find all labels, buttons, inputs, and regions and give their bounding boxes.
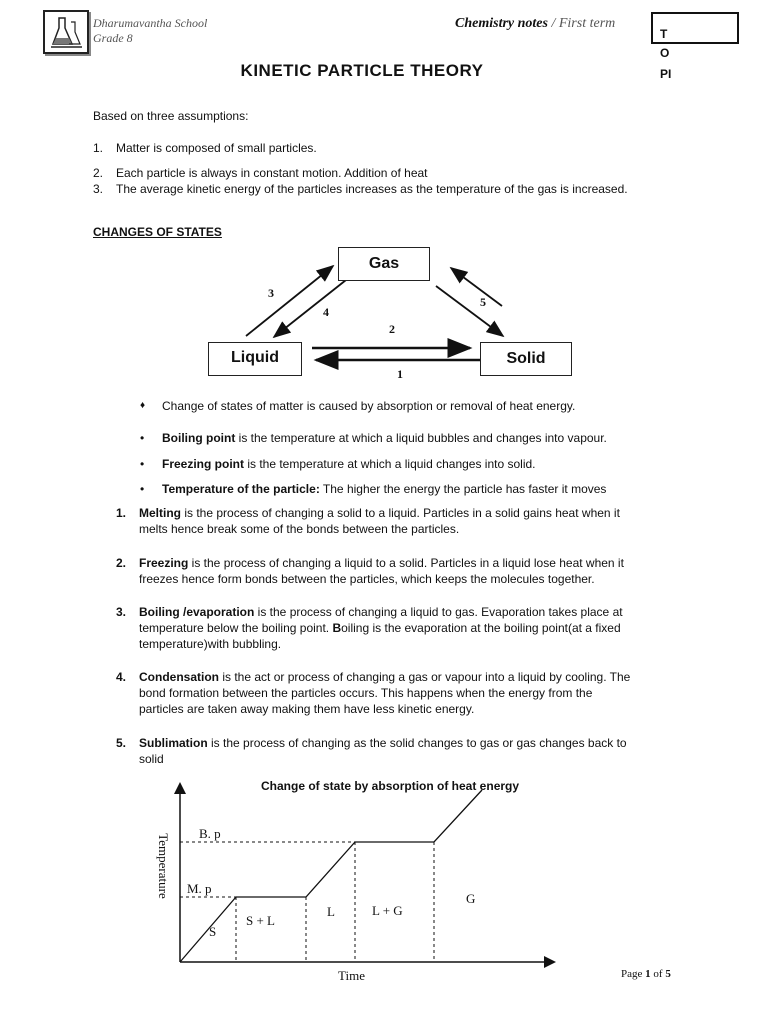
solid-box: Solid bbox=[480, 342, 572, 376]
grade-label: Grade 8 bbox=[93, 31, 133, 45]
region-l-label: L bbox=[327, 904, 335, 919]
definition-condensation: 4. Condensation is the act or process of changing a gas or vapour into a liquid by cooling. The bond formation between the particles occurs. This happens when the energy from the particles are taken away making them have less kinetic energy. bbox=[116, 670, 631, 716]
definition-sublimation: 5. Sublimation is the process of changing as the solid changes to gas or gas changes back to solid bbox=[116, 736, 627, 766]
region-s-label: S bbox=[209, 924, 217, 939]
region-lg-label: L + G bbox=[372, 903, 403, 918]
mp-label: M. p bbox=[187, 881, 212, 896]
arrow-solid-to-gas bbox=[451, 268, 502, 306]
heating-curve-line bbox=[180, 790, 482, 962]
bp-label: B. p bbox=[199, 826, 221, 841]
arrow-label-5: 5 bbox=[480, 295, 486, 309]
page-number: Page 1 of 5 bbox=[621, 968, 671, 980]
assumption-2: 2. Each particle is always in constant motion. Addition of heat bbox=[93, 166, 428, 180]
school-info bbox=[93, 16, 207, 46]
school-logo bbox=[43, 10, 89, 54]
school-name: Dharumavantha School bbox=[93, 16, 208, 30]
arrow-label-2: 2 bbox=[389, 322, 395, 336]
page-title: KINETIC PARTICLE THEORY bbox=[240, 61, 484, 80]
region-sl-label: S + L bbox=[246, 913, 276, 928]
arrow-label-4: 4 bbox=[323, 305, 329, 319]
topic-letter-t: T bbox=[660, 27, 668, 41]
arrow-label-3: 3 bbox=[268, 286, 274, 300]
y-axis-label: Temperature bbox=[156, 833, 171, 899]
liquid-box: Liquid bbox=[208, 342, 302, 376]
separator: / bbox=[551, 16, 556, 31]
definition-melting: 1. Melting is the process of changing a solid to a liquid. Particles in a solid gains heat when it melts hence break some of the bonds between the particles. bbox=[116, 506, 620, 536]
assumption-3: 3. The average kinetic energy of the particles increases as the temperature of the gas is increased. bbox=[93, 182, 628, 196]
flask-icon bbox=[45, 12, 87, 52]
bullet-2: • Boiling point is the temperature at which a liquid bubbles and changes into vapour. bbox=[140, 431, 607, 445]
topic-letter-pi: PI bbox=[660, 67, 672, 81]
topic-letter-o: O bbox=[660, 46, 670, 60]
bullet-4: • Temperature of the particle: The higher the energy the particle has faster it moves bbox=[140, 482, 607, 496]
gas-box: Gas bbox=[338, 247, 430, 281]
arrow-gas-to-solid bbox=[436, 286, 503, 336]
term-label: First term bbox=[558, 16, 616, 31]
arrow-label-1: 1 bbox=[397, 367, 403, 381]
x-axis-label: Time bbox=[338, 968, 365, 983]
definition-freezing: 2. Freezing is the process of changing a liquid to a solid. Particles in a liquid lose heat when it freezes hence form bonds between the particles, which keeps the molecules together. bbox=[116, 556, 624, 586]
chart-title: Change of state by absorption of heat energy bbox=[261, 779, 520, 793]
arrow-gas-to-liquid bbox=[274, 280, 346, 337]
bullet-1: ♦ Change of states of matter is caused by absorption or removal of heat energy. bbox=[140, 399, 576, 413]
assumption-1: 1. Matter is composed of small particles. bbox=[93, 141, 317, 155]
definition-boiling: 3. Boiling /evaporation is the process of changing a liquid to gas. Evaporation takes place at temperature below the boiling point. Boiling is the evaporation at the boiling point(at a fixed temperature)with bubbling. bbox=[116, 605, 623, 651]
changes-heading: CHANGES OF STATES bbox=[93, 225, 222, 239]
heating-curve-chart bbox=[150, 780, 570, 990]
subject-label: Chemistry notes bbox=[455, 16, 548, 31]
course-label bbox=[455, 16, 615, 32]
intro-text: Based on three assumptions: bbox=[93, 109, 249, 123]
region-g-label: G bbox=[466, 891, 476, 906]
bullet-3: • Freezing point is the temperature at which a liquid changes into solid. bbox=[140, 457, 536, 471]
